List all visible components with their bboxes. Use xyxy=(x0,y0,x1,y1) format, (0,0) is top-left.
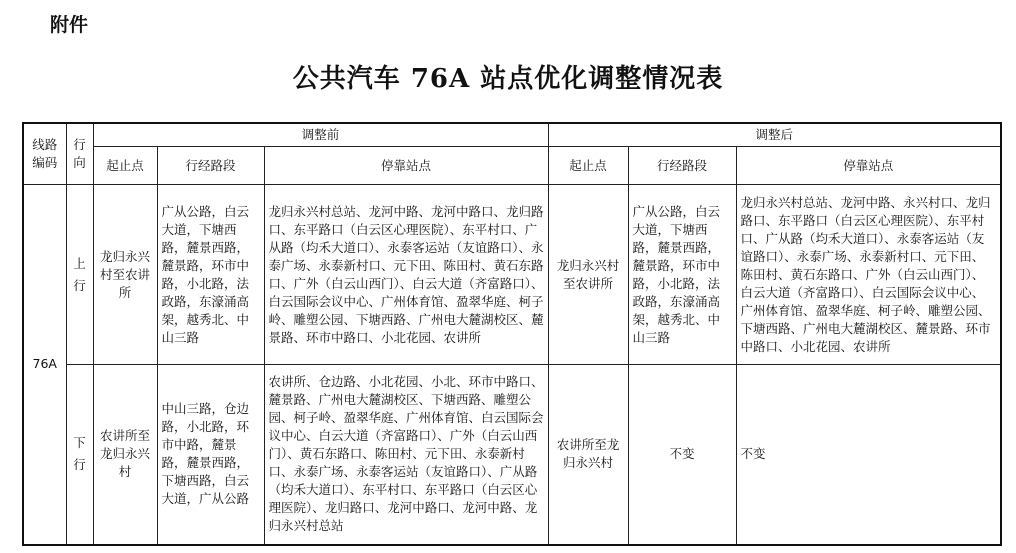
attachment-label: 附件 xyxy=(50,14,89,36)
before-stops-cell: 农讲所、仓边路、小北花园、小北、环市中路口、麓景路、广州电大麓湖校区、下塘西路、雕塑公园、柯子岭、盈翠华庭、广州体育馆、白云国际会议中心、白云大道（齐富路口）、广外（白云山西门）、黄石东路口、陈田村、元下田、永泰新村口、永泰广场、永泰客运站（友谊路口）、广从路（均禾大道口）、东平村口、东平路口（白云区心理医院）、龙归路口、龙河中路口、龙河中路、龙归永兴村总站 xyxy=(264,365,548,545)
header-before-start-end: 起止点 xyxy=(93,147,157,185)
direction-cell: 上行 xyxy=(66,185,93,365)
before-path-cell: 广从公路，白云大道，下塘西路，麓景西路，麓景路，环市中路，小北路，法政路，东濠涌高架，越秀北、中山三路 xyxy=(157,185,264,365)
header-after-path: 行经路段 xyxy=(628,147,736,185)
header-after-stops: 停靠站点 xyxy=(736,147,1001,185)
table-row xyxy=(23,185,1001,365)
header-after: 调整后 xyxy=(548,123,1001,147)
after-stops-cell: 龙归永兴村总站、龙河中路、永兴村口、龙归路口、东平路口（白云区心理医院）、东平村口、广从路（均禾大道口）、永泰客运站（友谊路口）、永泰广场、永泰新村口、元下田、陈田村、黄石东路口、广外（白云山西门）、白云大道（齐富路口）、白云国际会议中心、广州体育馆、盈翠华庭、柯子岭、雕塑公园、下塘西路、广州电大麓湖校区、麓景路、环市中路口、小北花园、农讲所 xyxy=(736,185,1001,365)
header-before-stops: 停靠站点 xyxy=(264,147,548,185)
after-path-cell: 广从公路，白云大道，下塘西路，麓景西路，麓景路，环市中路，小北路，法政路，东濠涌高架，越秀北、中山三路 xyxy=(628,185,736,365)
table-row xyxy=(23,365,1001,545)
header-before: 调整前 xyxy=(93,123,548,147)
adjustment-table xyxy=(22,122,1002,546)
page-title: 公共汽车 76A 站点优化调整情况表 xyxy=(292,64,724,94)
header-route-code: 线路编码 xyxy=(23,123,66,185)
after-start-end-cell: 龙归永兴村至农讲所 xyxy=(548,185,628,365)
after-stops-cell: 不变 xyxy=(736,365,1001,545)
route-code-cell: 76A xyxy=(23,185,66,545)
before-path-cell: 中山三路，仓边路，小北路，环市中路，麓景路，麓景西路，下塘西路，白云大道，广从公路 xyxy=(157,365,264,545)
header-before-path: 行经路段 xyxy=(157,147,264,185)
before-start-end-cell: 农讲所至龙归永兴村 xyxy=(93,365,157,545)
header-after-start-end: 起止点 xyxy=(548,147,628,185)
direction-cell: 下行 xyxy=(66,365,93,545)
before-start-end-cell: 龙归永兴村至农讲所 xyxy=(93,185,157,365)
after-path-cell: 不变 xyxy=(628,365,736,545)
after-start-end-cell: 农讲所至龙归永兴村 xyxy=(548,365,628,545)
before-stops-cell: 龙归永兴村总站、龙河中路、龙河中路口、龙归路口、东平路口（白云区心理医院）、东平村口、广从路（均禾大道口）、永泰客运站（友谊路口）、永泰广场、永泰新村口、元下田、陈田村、黄石东路口、广外（白云山西门）、白云大道（齐富路口）、白云国际会议中心、广州体育馆、盈翠华庭、柯子岭、雕塑公园、下塘西路、广州电大麓湖校区、麓景路、环市中路口、小北花园、农讲所 xyxy=(264,185,548,365)
header-direction: 行向 xyxy=(66,123,93,185)
